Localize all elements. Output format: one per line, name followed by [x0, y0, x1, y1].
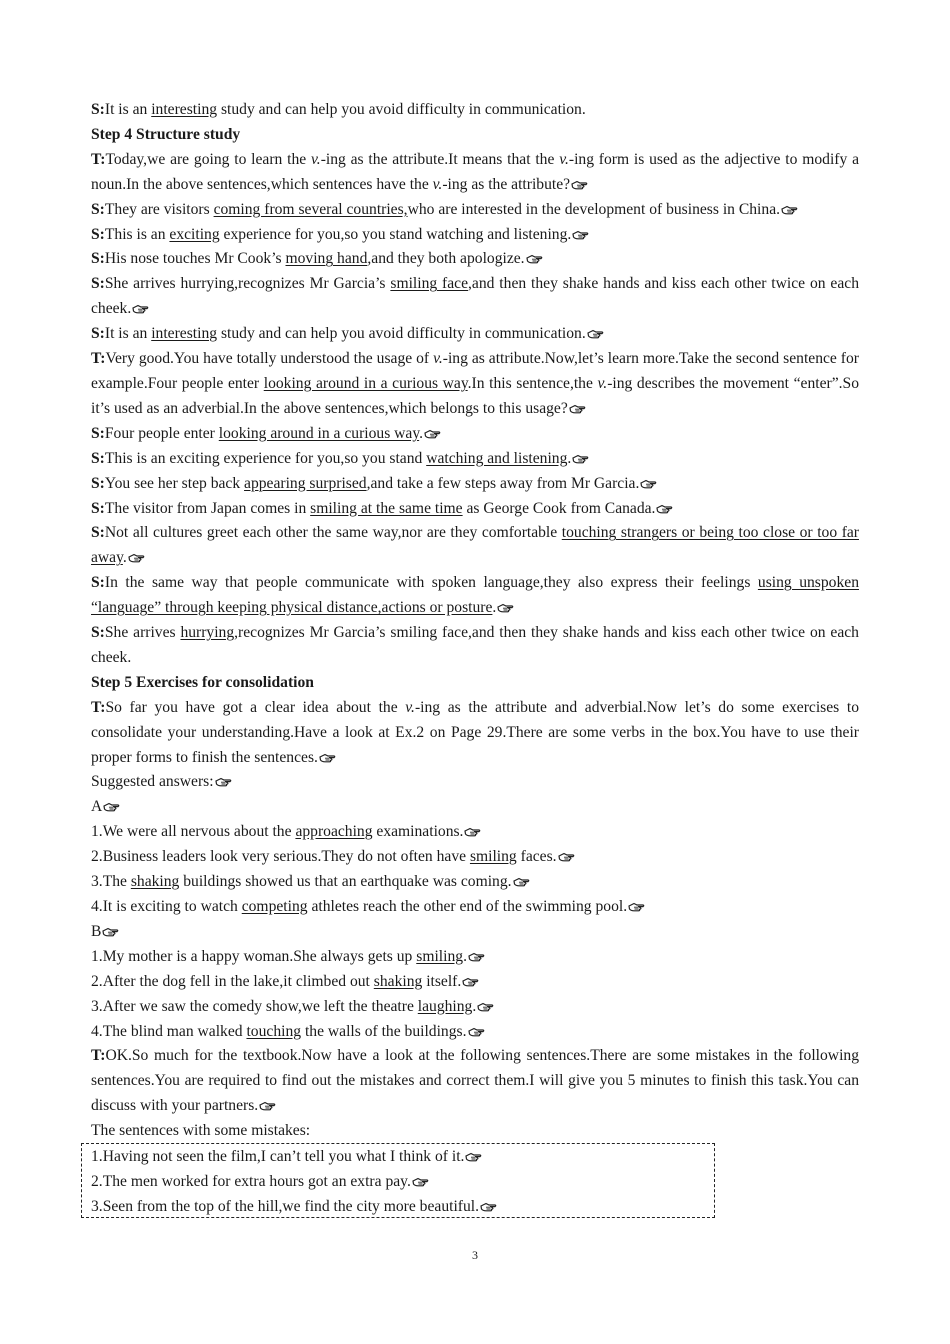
lesson-paragraph — [91, 272, 859, 322]
text-run: So far you have got a clear idea about the — [105, 698, 406, 716]
speaker-label: T: — [91, 150, 106, 168]
text-run: study and can help you avoid difficulty in communication. — [217, 101, 586, 118]
hand-pointer-icon — [468, 952, 485, 962]
lesson-paragraph — [91, 970, 859, 995]
text-run: who are interested in the development of business in China. — [407, 200, 781, 218]
text-run: faces. — [516, 848, 557, 866]
hand-pointer-icon — [781, 205, 798, 215]
speaker-label: S: — [91, 225, 105, 243]
hand-pointer-icon — [628, 902, 645, 912]
lesson-paragraph — [91, 845, 859, 870]
underlined-phrase: touching strangers or being too close or too far away — [91, 524, 859, 567]
mistake-paragraph — [91, 1170, 711, 1195]
underlined-phrase: exciting — [169, 225, 220, 243]
text-run: 1.My mother is a happy woman.She always gets up — [91, 947, 417, 965]
text-run: .In this sentence,the — [467, 374, 598, 392]
hand-pointer-icon — [571, 180, 588, 190]
mistake-sentences-list — [91, 1145, 711, 1220]
hand-pointer-icon — [497, 603, 514, 613]
text-run: experience for you,so you stand watching and listening. — [219, 225, 572, 243]
text-run: . — [492, 599, 497, 617]
lesson-paragraph — [91, 98, 859, 123]
lesson-paragraph — [91, 223, 859, 248]
lesson-paragraph — [91, 770, 859, 795]
text-run: -ing as the attribute and adverbial.Now let’s do some exercises to consolidate your understanding.Have a look at Ex.2 on Page 29.There are some verbs in the box.You have to use their proper forms to finish the sentences. — [91, 698, 859, 766]
hand-pointer-icon — [259, 1101, 276, 1111]
underlined-phrase: shaking — [130, 873, 180, 891]
underlined-phrase: looking around in a curious way — [263, 374, 468, 392]
text-run: . — [472, 997, 477, 1015]
hand-pointer-icon — [572, 454, 589, 464]
lesson-paragraph — [91, 447, 859, 472]
speaker-label: S: — [91, 624, 105, 642]
text-run: ,and they both apologize. — [367, 250, 525, 268]
text-run: buildings showed us that an earthquake was coming. — [179, 873, 512, 891]
page-number: 3 — [472, 1248, 478, 1262]
text-run: 2.The men worked for extra hours got an extra pay. — [91, 1172, 411, 1190]
italic-term: v. — [597, 374, 608, 392]
speaker-label: T: — [91, 1047, 106, 1065]
hand-pointer-icon — [102, 927, 119, 937]
text-run: 1.We were all nervous about the — [91, 823, 296, 841]
hand-pointer-icon — [569, 404, 586, 414]
lesson-paragraph — [91, 795, 859, 820]
lesson-paragraph — [91, 472, 859, 497]
hand-pointer-icon — [572, 230, 589, 240]
underlined-phrase: shaking — [373, 972, 423, 990]
hand-pointer-icon — [103, 802, 120, 812]
text-run: itself. — [422, 972, 462, 990]
italic-term: v. — [405, 698, 415, 716]
hand-pointer-icon — [656, 504, 673, 514]
lesson-paragraph — [91, 347, 859, 422]
mistake-paragraph — [91, 1145, 711, 1170]
lesson-paragraph — [91, 497, 859, 522]
lesson-paragraph — [91, 148, 859, 198]
text-run: Today,we are going to learn the — [105, 150, 312, 168]
hand-pointer-icon — [319, 753, 336, 763]
text-run: -ing form is used as the adjective to modify a noun.In the above sentences,which sentences have the — [91, 150, 860, 193]
text-run: It is an — [104, 325, 152, 343]
text-run: 4.It is exciting to watch — [91, 898, 242, 915]
text-run: 3.The — [91, 873, 131, 891]
hand-pointer-icon — [464, 827, 481, 837]
italic-term: v. — [311, 150, 321, 168]
text-run: . — [419, 424, 424, 442]
italic-term: v. — [432, 175, 443, 193]
text-run: She arrives hurrying,recognizes Mr Garcia’s — [104, 275, 391, 293]
heading-text: Step 5 Exercises for consolidation — [91, 673, 314, 691]
text-run: athletes reach the other end of the swimming pool. — [307, 898, 628, 915]
speaker-label: T: — [91, 698, 106, 716]
text-run: OK.So much for the textbook.Now have a look at the following sentences.There are some mistakes in the following sentences.You are required to find out the mistakes and correct them.I will give you 5 minutes to finish this task.You can discuss with your partners. — [91, 1047, 859, 1115]
text-run: The visitor from Japan comes in — [104, 499, 311, 517]
hand-pointer-icon — [128, 553, 145, 563]
text-run: as George Cook from Canada. — [462, 499, 656, 517]
underlined-phrase: watching and listening — [426, 449, 568, 467]
hand-pointer-icon — [558, 852, 575, 862]
underlined-phrase: smiling face — [390, 275, 469, 293]
lesson-paragraph — [91, 521, 859, 571]
text-run: study and can help you avoid difficulty in communication. — [217, 325, 586, 343]
text-run: -ing as attribute.Now,let’s learn more.Take the second sentence for example.Four people enter — [91, 350, 859, 392]
hand-pointer-icon — [462, 977, 479, 987]
lesson-paragraph — [91, 870, 859, 895]
text-run: 4.The blind man walked — [91, 1022, 247, 1040]
underlined-phrase: touching — [246, 1022, 302, 1040]
text-run: 2.After the dog fell in the lake,it climbed out — [91, 972, 374, 990]
hand-pointer-icon — [424, 429, 441, 439]
underlined-phrase: competing — [241, 898, 308, 915]
text-run: Suggested answers: — [91, 773, 214, 791]
underlined-phrase: coming from several countries, — [213, 200, 408, 218]
hand-pointer-icon — [412, 1177, 429, 1187]
lesson-paragraph — [91, 247, 859, 272]
text-run: 3.After we saw the comedy show,we left the theatre — [91, 997, 418, 1015]
lesson-paragraph — [91, 995, 859, 1020]
lesson-paragraph — [91, 571, 859, 621]
text-run: You see her step back — [104, 474, 245, 492]
mistake-paragraph — [91, 1195, 711, 1220]
underlined-phrase: using unspoken “language” through keeping physical distance,actions or posture — [91, 574, 859, 617]
underlined-phrase: interesting — [151, 325, 218, 343]
text-run: B — [91, 922, 102, 940]
text-run: 2.Business leaders look very serious.They do not often have — [91, 848, 470, 866]
text-run: examinations. — [372, 823, 464, 841]
underlined-phrase: laughing — [417, 997, 473, 1015]
text-run: A — [91, 798, 103, 816]
lesson-paragraph — [91, 820, 859, 845]
underlined-phrase: hurrying — [180, 624, 235, 642]
text-run: Not all cultures greet each other the same way,nor are they comfortable — [104, 524, 562, 542]
text-run: -ing describes the movement “enter”.So it’s used as an adverbial.In the above sentences,which belongs to this usage? — [91, 374, 859, 417]
underlined-phrase: interesting — [151, 101, 218, 118]
hand-pointer-icon — [215, 777, 232, 787]
heading-text: Step 4 Structure study — [91, 125, 241, 143]
lesson-paragraph — [91, 198, 859, 223]
text-run: . — [567, 449, 572, 467]
lesson-step-heading — [91, 671, 859, 696]
text-run: 3.Seen from the top of the hill,we find the city more beautiful. — [91, 1197, 480, 1215]
underlined-phrase: looking around in a curious way — [218, 424, 420, 442]
lesson-paragraph — [91, 621, 859, 671]
lesson-paragraph — [91, 920, 859, 945]
hand-pointer-icon — [513, 877, 530, 887]
text-run: ,and then they shake hands and kiss each other twice on each cheek. — [91, 275, 859, 318]
hand-pointer-icon — [477, 1002, 494, 1012]
underlined-phrase: moving hand — [285, 250, 368, 268]
speaker-label: S: — [91, 275, 105, 293]
underlined-phrase: smiling at the same time — [310, 499, 463, 517]
text-run: This is an — [104, 225, 170, 243]
text-run: . — [122, 549, 127, 567]
underlined-phrase: smiling — [416, 947, 464, 965]
text-run: Four people enter — [104, 424, 219, 442]
italic-term: v. — [433, 350, 443, 368]
underlined-phrase: appearing surprised — [244, 474, 367, 492]
speaker-label: S: — [91, 101, 105, 118]
lesson-paragraph — [91, 945, 859, 970]
hand-pointer-icon — [480, 1202, 497, 1212]
speaker-label: S: — [91, 250, 105, 268]
hand-pointer-icon — [468, 1027, 485, 1037]
underlined-phrase: approaching — [295, 823, 373, 841]
lesson-paragraph — [91, 322, 859, 347]
hand-pointer-icon — [465, 1152, 482, 1162]
text-run: -ing as the attribute.It means that the — [320, 150, 560, 168]
text-run: -ing as the attribute? — [442, 175, 571, 193]
text-run: Very good.You have totally understood the usage of — [105, 350, 434, 368]
text-run: It is an — [104, 101, 152, 118]
lesson-paragraph — [91, 696, 859, 771]
lesson-paragraph — [91, 422, 859, 447]
text-run: ,and take a few steps away from Mr Garcia. — [366, 474, 640, 492]
speaker-label: S: — [91, 200, 105, 218]
hand-pointer-icon — [132, 304, 149, 314]
lesson-step-heading — [91, 123, 859, 148]
text-run: They are visitors — [104, 200, 214, 218]
lesson-paragraph — [91, 895, 859, 920]
lesson-paragraph — [91, 1044, 859, 1119]
hand-pointer-icon — [587, 329, 604, 339]
text-run: The sentences with some mistakes: — [91, 1122, 311, 1140]
document-body — [91, 98, 859, 1144]
text-run: the walls of the buildings. — [301, 1022, 467, 1040]
speaker-label: S: — [91, 325, 105, 343]
underlined-phrase: smiling — [469, 848, 517, 866]
text-run: She arrives — [104, 624, 181, 642]
hand-pointer-icon — [526, 254, 543, 264]
text-run: In the same way that people communicate with spoken language,they also express their feelings — [104, 574, 758, 592]
lesson-paragraph — [91, 1119, 859, 1144]
speaker-label: S: — [91, 449, 105, 467]
speaker-label: S: — [91, 474, 105, 492]
speaker-label: S: — [91, 424, 105, 442]
speaker-label: S: — [91, 524, 105, 542]
text-run: 1.Having not seen the film,I can’t tell you what I think of it. — [91, 1148, 465, 1165]
hand-pointer-icon — [640, 479, 657, 489]
italic-term: v. — [559, 150, 569, 168]
text-run: . — [463, 947, 467, 965]
text-run: ,recognizes Mr Garcia’s smiling face,and then they shake hands and kiss each other twice on each cheek. — [91, 624, 859, 666]
text-run: His nose touches Mr Cook’s — [104, 250, 286, 268]
speaker-label: S: — [91, 574, 105, 592]
lesson-paragraph — [91, 1020, 859, 1045]
speaker-label: T: — [91, 350, 106, 368]
speaker-label: S: — [91, 499, 105, 517]
text-run: This is an exciting experience for you,so you stand — [104, 449, 427, 467]
